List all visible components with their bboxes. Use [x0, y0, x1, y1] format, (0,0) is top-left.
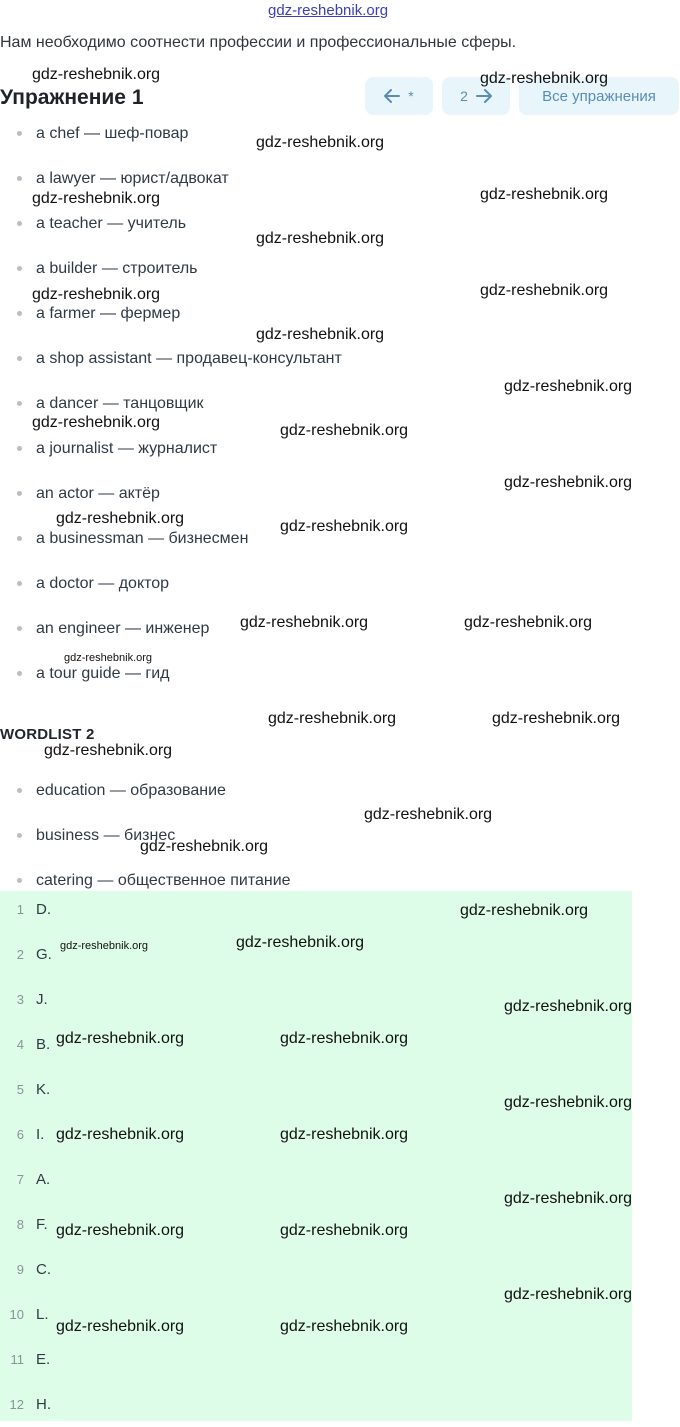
answer-row — [0, 932, 632, 977]
bullet-icon — [17, 356, 22, 361]
bullet-icon — [17, 401, 22, 406]
bullet-icon — [17, 491, 22, 496]
answer-number: 2 — [16, 947, 24, 962]
watermark: gdz-reshebnik.org — [56, 1318, 185, 1335]
answer-number: 9 — [16, 1262, 24, 1277]
list-item — [0, 471, 160, 516]
list-item — [0, 156, 229, 201]
list-item-text: a teacher — учитель — [36, 214, 187, 232]
bullet-icon — [17, 788, 22, 793]
watermark: gdz-reshebnik.org — [256, 230, 385, 247]
bullet-icon — [17, 311, 22, 316]
list-item — [0, 336, 342, 381]
watermark: gdz-reshebnik.org — [64, 652, 153, 664]
next-exercise-button[interactable] — [442, 77, 510, 115]
answer-row — [0, 1112, 632, 1157]
watermark: gdz-reshebnik.org — [44, 742, 173, 759]
list-item — [0, 246, 198, 291]
prev-exercise-label: * — [408, 88, 414, 104]
answer-row — [0, 887, 632, 932]
answer-number: 5 — [16, 1082, 24, 1097]
prev-exercise-button[interactable] — [365, 77, 433, 115]
watermark: gdz-reshebnik.org — [280, 422, 409, 439]
list-item — [0, 606, 209, 651]
answer-number: 7 — [16, 1172, 24, 1187]
list-item-text: an engineer — инженер — [36, 619, 210, 637]
bullet-icon — [17, 176, 22, 181]
watermark: gdz-reshebnik.org — [464, 614, 593, 631]
answer-number: 6 — [16, 1127, 24, 1142]
answer-row — [0, 1247, 632, 1292]
intro-text: Нам необходимо соотнести профессии и профессиональные сферы. — [0, 34, 517, 51]
answer-value: D. — [36, 901, 51, 918]
list-item — [0, 291, 180, 336]
answer-row — [0, 1067, 632, 1112]
watermark: gdz-reshebnik.org — [460, 902, 589, 919]
answer-row — [0, 1157, 632, 1202]
watermark: gdz-reshebnik.org — [140, 838, 269, 855]
bullet-icon — [17, 266, 22, 271]
list-item-text: a farmer — фермер — [36, 304, 181, 322]
bullet-icon — [17, 221, 22, 226]
answer-value: B. — [36, 1036, 51, 1053]
list-item — [0, 516, 248, 561]
answer-value: K. — [36, 1081, 51, 1098]
list-item — [0, 426, 217, 471]
next-exercise-label: 2 — [460, 88, 468, 104]
watermark: gdz-reshebnik.org — [504, 1286, 633, 1303]
exercise-title: Упражнение 1 — [0, 86, 144, 109]
all-exercises-button[interactable]: Все упражнения — [519, 77, 679, 115]
answer-row — [0, 1337, 632, 1382]
watermark: gdz-reshebnik.org — [364, 806, 493, 823]
watermark: gdz-reshebnik.org — [280, 1126, 409, 1143]
watermark: gdz-reshebnik.org — [56, 510, 185, 527]
answer-number: 11 — [10, 1352, 24, 1367]
watermark: gdz-reshebnik.org — [268, 710, 397, 727]
list-item-text: a lawyer — юрист/адвокат — [36, 169, 229, 187]
answer-row — [0, 1022, 632, 1067]
bullet-icon — [17, 833, 22, 838]
watermark: gdz-reshebnik.org — [32, 190, 161, 207]
answer-number: 4 — [16, 1037, 24, 1052]
bullet-icon — [17, 878, 22, 883]
list-item — [0, 111, 188, 156]
watermark: gdz-reshebnik.org — [280, 1030, 409, 1047]
watermark: gdz-reshebnik.org — [504, 998, 633, 1015]
list-item — [0, 381, 204, 426]
answer-number: 3 — [16, 992, 24, 1007]
bullet-icon — [17, 131, 22, 136]
answer-value: G. — [36, 946, 52, 963]
watermark: gdz-reshebnik.org — [236, 934, 365, 951]
watermark: gdz-reshebnik.org — [56, 1126, 185, 1143]
list-item-text: a journalist — журналист — [36, 439, 218, 457]
arrow-left-icon — [384, 89, 400, 103]
answer-value: L. — [36, 1306, 49, 1323]
list-item-text: business — бизнес — [36, 826, 176, 844]
list-item-text: a doctor — доктор — [36, 574, 170, 592]
watermark: gdz-reshebnik.org — [32, 414, 161, 431]
answer-value: J. — [36, 991, 48, 1008]
answer-value: E. — [36, 1351, 51, 1368]
bullet-icon — [17, 626, 22, 631]
watermark: gdz-reshebnik.org — [504, 1190, 633, 1207]
list-item-text: a chef — шеф-повар — [36, 124, 189, 142]
bullet-icon — [17, 671, 22, 676]
answer-row — [0, 1202, 632, 1247]
wordlist-title: WORDLIST 2 — [0, 726, 95, 743]
watermark: gdz-reshebnik.org — [280, 1222, 409, 1239]
list-item-text: a tour guide — гид — [36, 664, 170, 682]
watermark: gdz-reshebnik.org — [504, 378, 633, 395]
watermark: gdz-reshebnik.org — [256, 326, 385, 343]
bullet-icon — [17, 581, 22, 586]
list-item-text: an actor — актёр — [36, 484, 160, 502]
answer-value: A. — [36, 1171, 51, 1188]
list-item — [0, 813, 175, 858]
answer-value: I. — [36, 1126, 45, 1143]
list-item-text: education — образование — [36, 781, 226, 799]
answer-number: 8 — [16, 1217, 24, 1232]
answer-value: C. — [36, 1261, 51, 1278]
watermark: gdz-reshebnik.org — [240, 614, 369, 631]
answer-number: 1 — [16, 902, 24, 917]
list-item — [0, 768, 226, 813]
watermark: gdz-reshebnik.org — [492, 710, 621, 727]
list-item — [0, 201, 186, 246]
list-item-text: a businessman — бизнесмен — [36, 529, 249, 547]
watermark: gdz-reshebnik.org — [256, 134, 385, 151]
list-item-text: a dancer — танцовщик — [36, 394, 204, 412]
answer-value: F. — [36, 1216, 48, 1233]
answer-number: 12 — [9, 1397, 24, 1412]
answer-row — [0, 977, 632, 1022]
bullet-icon — [17, 536, 22, 541]
arrow-right-icon — [476, 89, 492, 103]
watermark: gdz-reshebnik.org — [56, 1030, 185, 1047]
watermark: gdz-reshebnik.org — [32, 286, 161, 303]
list-item-text: catering — общественное питание — [36, 871, 291, 889]
watermark: gdz-reshebnik.org — [504, 474, 633, 491]
watermark: gdz-reshebnik.org — [504, 1094, 633, 1111]
watermark: gdz-reshebnik.org — [60, 940, 149, 952]
watermark: gdz-reshebnik.org — [56, 1222, 185, 1239]
list-item — [0, 561, 169, 606]
answer-number: 10 — [9, 1307, 24, 1322]
watermark: gdz-reshebnik.org — [280, 518, 409, 535]
answer-row — [0, 1292, 632, 1337]
list-item — [0, 651, 170, 696]
list-item-text: a builder — строитель — [36, 259, 198, 277]
answers-list — [0, 891, 632, 1421]
list-item-text: a shop assistant — продавец-консультант — [36, 349, 342, 367]
answer-row — [0, 1382, 632, 1427]
site-link[interactable]: gdz-reshebnik.org — [268, 2, 389, 19]
bullet-icon — [17, 446, 22, 451]
watermark: gdz-reshebnik.org — [480, 70, 609, 87]
watermark: gdz-reshebnik.org — [480, 186, 609, 203]
answer-value: H. — [36, 1396, 51, 1413]
watermark: gdz-reshebnik.org — [480, 282, 609, 299]
watermark: gdz-reshebnik.org — [280, 1318, 409, 1335]
watermark: gdz-reshebnik.org — [32, 66, 161, 83]
